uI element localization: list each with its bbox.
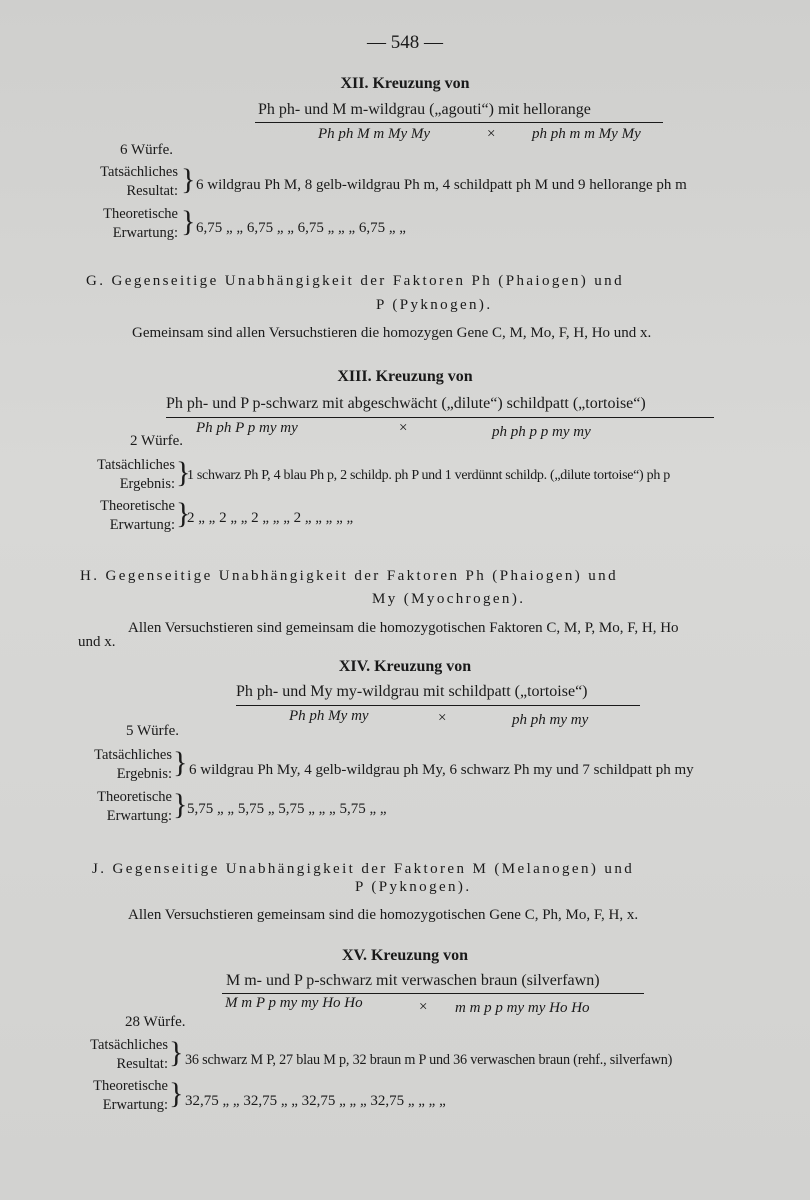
cross-title: XV. Kreuzung von <box>341 947 469 964</box>
label-actual: Tatsächliches Ergebnis: <box>97 457 175 492</box>
section-heading: G. Gegenseitige Unabhängigkeit der Faktoren Ph (Phaiogen) und <box>86 273 624 289</box>
cross-title: XIV. Kreuzung von <box>338 658 472 675</box>
label-actual: Tatsächliches Resultat: <box>100 164 178 199</box>
brace: } <box>169 1036 184 1069</box>
cross-title: XIII. Kreuzung von <box>337 368 473 385</box>
section-heading-cont: My (Myochrogen). <box>372 591 526 607</box>
label-actual: Tatsächliches Ergebnis: <box>94 747 172 782</box>
genotype-right: ph ph m m My My <box>532 126 641 142</box>
cross-parents: Ph ph- und P p-schwarz mit abgeschwächt („dilute“) schildpatt („tortoise“) <box>166 395 646 412</box>
cross-parents: M m- und P p-schwarz mit verwaschen braun (silverfawn) <box>226 972 600 989</box>
litter-count: 6 Würfe. <box>120 142 174 158</box>
fraction-rule <box>255 122 663 123</box>
result-actual: 1 schwarz Ph P, 4 blau Ph p, 2 schildp. ph P und 1 verdünnt schildp. („dilute tortoise“) ph p <box>187 468 670 483</box>
cross-title: XII. Kreuzung von <box>340 75 470 92</box>
brace: } <box>173 746 188 779</box>
section-text-cont: und x. <box>78 634 116 650</box>
result-actual: 6 wildgrau Ph My, 4 gelb-wildgrau ph My, 6 schwarz Ph my und 7 schildpatt ph my <box>189 762 694 778</box>
cross-symbol: × <box>419 999 428 1015</box>
section-text: Allen Versuchstieren sind gemeinsam die homozygotischen Faktoren C, M, P, Mo, F, H, Ho <box>128 620 679 636</box>
fraction-rule <box>236 705 640 706</box>
litter-count: 5 Würfe. <box>126 723 180 739</box>
section-heading: H. Gegenseitige Unabhängigkeit der Faktoren Ph (Phaiogen) und <box>80 568 618 584</box>
section-text: Allen Versuchstieren gemeinsam sind die homozygotischen Gene C, Ph, Mo, F, H, x. <box>128 907 639 923</box>
fraction-rule <box>222 993 644 994</box>
genotype-right: ph ph my my <box>512 712 589 728</box>
section-heading: J. Gegenseitige Unabhängigkeit der Faktoren M (Melanogen) und <box>92 861 635 877</box>
result-actual: 36 schwarz M P, 27 blau M p, 32 braun m P und 36 verwaschen braun (rehf., silverfawn) <box>185 1052 673 1068</box>
section-heading-cont: P (Pyknogen). <box>355 879 472 895</box>
brace: } <box>181 163 196 196</box>
result-expected: 5,75 „ „ 5,75 „ 5,75 „ „ „ 5,75 „ „ <box>187 801 387 817</box>
cross-parents: Ph ph- und M m-wildgrau („agouti“) mit hellorange <box>258 101 591 118</box>
litter-count: 2 Würfe. <box>130 433 184 449</box>
label-expected: Theoretische Erwartung: <box>97 789 172 824</box>
genotype-left: M m P p my my Ho Ho <box>225 995 363 1011</box>
brace: } <box>176 497 191 530</box>
section-text: Gemeinsam sind allen Versuchstieren die homozygen Gene C, M, Mo, F, H, Ho und x. <box>132 325 652 341</box>
cross-parents: Ph ph- und My my-wildgrau mit schildpatt („tortoise“) <box>236 683 588 700</box>
result-expected: 2 „ „ 2 „ „ 2 „ „ „ 2 „ „ „ „ „ <box>187 510 354 526</box>
result-expected: 32,75 „ „ 32,75 „ „ 32,75 „ „ „ 32,75 „ „ „ „ <box>185 1093 446 1109</box>
genotype-right: m m p p my my Ho Ho <box>455 1000 590 1016</box>
brace: } <box>173 788 188 821</box>
genotype-left: Ph ph My my <box>289 708 369 724</box>
cross-symbol: × <box>399 420 408 436</box>
brace: } <box>176 456 191 489</box>
genotype-right: ph ph p p my my <box>492 424 591 440</box>
cross-symbol: × <box>487 126 496 142</box>
label-actual: Tatsächliches Resultat: <box>90 1037 168 1072</box>
label-expected: Theoretische Erwartung: <box>100 498 175 533</box>
page-number: — 548 — <box>367 32 443 53</box>
result-expected: 6,75 „ „ 6,75 „ „ 6,75 „ „ „ 6,75 „ „ <box>196 220 406 236</box>
fraction-rule <box>166 417 714 418</box>
genotype-left: Ph ph M m My My <box>318 126 431 142</box>
genotype-left: Ph ph P p my my <box>196 420 298 436</box>
label-expected: Theoretische Erwartung: <box>103 206 178 241</box>
section-heading-cont: P (Pyknogen). <box>376 297 493 313</box>
brace: } <box>181 205 196 238</box>
litter-count: 28 Würfe. <box>125 1014 186 1030</box>
brace: } <box>169 1077 184 1110</box>
cross-symbol: × <box>438 710 447 726</box>
label-expected: Theoretische Erwartung: <box>93 1078 168 1113</box>
result-actual: 6 wildgrau Ph M, 8 gelb-wildgrau Ph m, 4 schildpatt ph M und 9 hellorange ph m <box>196 177 687 193</box>
